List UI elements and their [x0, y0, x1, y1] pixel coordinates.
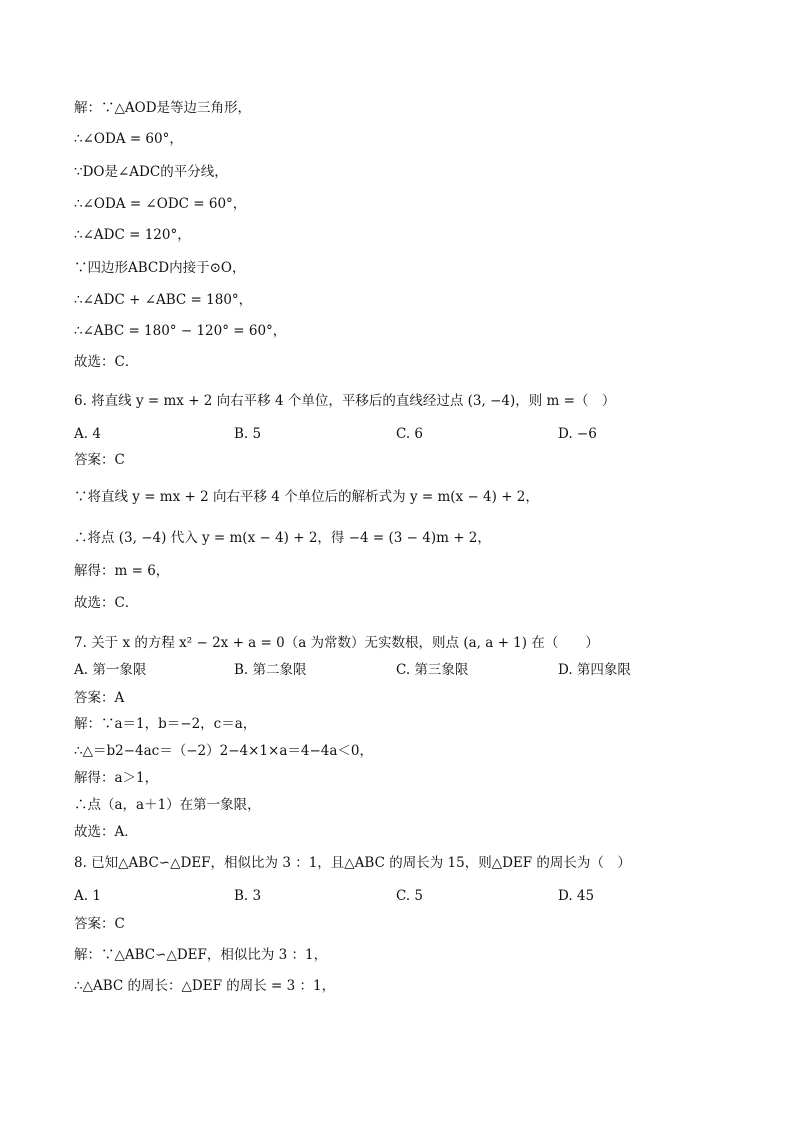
- q5-solution-line-8: ∴∠ABC = 180° − 120° = 60°，: [74, 323, 287, 339]
- q7-answer: 答案：A: [74, 690, 125, 706]
- q5-solution-line-7: ∴∠ADC + ∠ABC = 180°，: [74, 292, 253, 308]
- q8-solution-line-2: ∴△ABC 的周长：△DEF 的周长 = 3 ：1，: [74, 978, 336, 994]
- q7-solution-line-3: 解得：a＞1，: [74, 770, 159, 786]
- q6-answer: 答案：C: [74, 452, 125, 468]
- q5-solution-line-4: ∴∠ODA = ∠ODC = 60°，: [74, 196, 247, 212]
- q7-solution-line-2: ∴△＝b2−4ac＝（−2）2−4×1×a＝4−4a＜0，: [74, 743, 373, 759]
- q8-option-b: B. 3: [234, 888, 262, 904]
- q6-solution-line-3: 解得：m = 6，: [74, 563, 170, 579]
- q5-solution-line-1: 解：∵△AOD是等边三角形，: [74, 100, 252, 116]
- q6-stem: 6. 将直线 y = mx + 2 向右平移 4 个单位，平移后的直线经过点 (3, −4)，则 m =（ ）: [74, 393, 616, 409]
- q6-option-b: B. 5: [234, 426, 262, 442]
- q8-stem: 8. 已知△ABC∽△DEF，相似比为 3 ：1，且△ABC 的周长为 15，则△DEF 的周长为（ ）: [74, 855, 631, 871]
- q7-solution-line-4: ∴点（a，a＋1）在第一象限，: [74, 797, 261, 813]
- q7-option-a: A. 第一象限: [74, 662, 147, 678]
- q5-solution-line-6: ∵四边形ABCD内接于⊙O，: [74, 260, 246, 276]
- q8-option-d: D. 45: [558, 888, 595, 904]
- q8-answer: 答案：C: [74, 916, 125, 932]
- q6-solution-line-4: 故选：C．: [74, 595, 139, 611]
- q6-option-a: A. 4: [74, 426, 101, 442]
- q7-option-d: D. 第四象限: [558, 662, 631, 678]
- q7-option-b: B. 第二象限: [234, 662, 307, 678]
- q5-solution-line-3: ∵DO是∠ADC的平分线，: [74, 164, 228, 180]
- q7-solution-line-1: 解：∵a＝1，b＝−2，c＝a，: [74, 716, 257, 732]
- q7-option-c: C. 第三象限: [396, 662, 469, 678]
- q5-solution-line-2: ∴∠ODA = 60°，: [74, 131, 183, 147]
- q7-stem: 7. 关于 x 的方程 x² − 2x + a = 0（a 为常数）无实数根，则点 (a, a + 1) 在（ ）: [74, 635, 599, 651]
- q8-option-a: A. 1: [74, 888, 101, 904]
- q5-solution-line-9: 故选：C．: [74, 354, 139, 370]
- q6-solution-line-1: ∵将直线 y = mx + 2 向右平移 4 个单位后的解析式为 y = m(x − 4) + 2，: [74, 489, 539, 505]
- q8-option-c: C. 5: [396, 888, 424, 904]
- q6-option-c: C. 6: [396, 426, 424, 442]
- q7-solution-line-5: 故选：A．: [74, 824, 138, 840]
- q6-solution-line-2: ∴将点 (3, −4) 代入 y = m(x − 4) + 2，得 −4 = (3 − 4)m + 2，: [74, 530, 491, 546]
- q6-option-d: D. −6: [558, 426, 597, 442]
- q5-solution-line-5: ∴∠ADC = 120°，: [74, 227, 191, 243]
- q8-solution-line-1: 解：∵△ABC∽△DEF，相似比为 3 ：1，: [74, 947, 328, 963]
